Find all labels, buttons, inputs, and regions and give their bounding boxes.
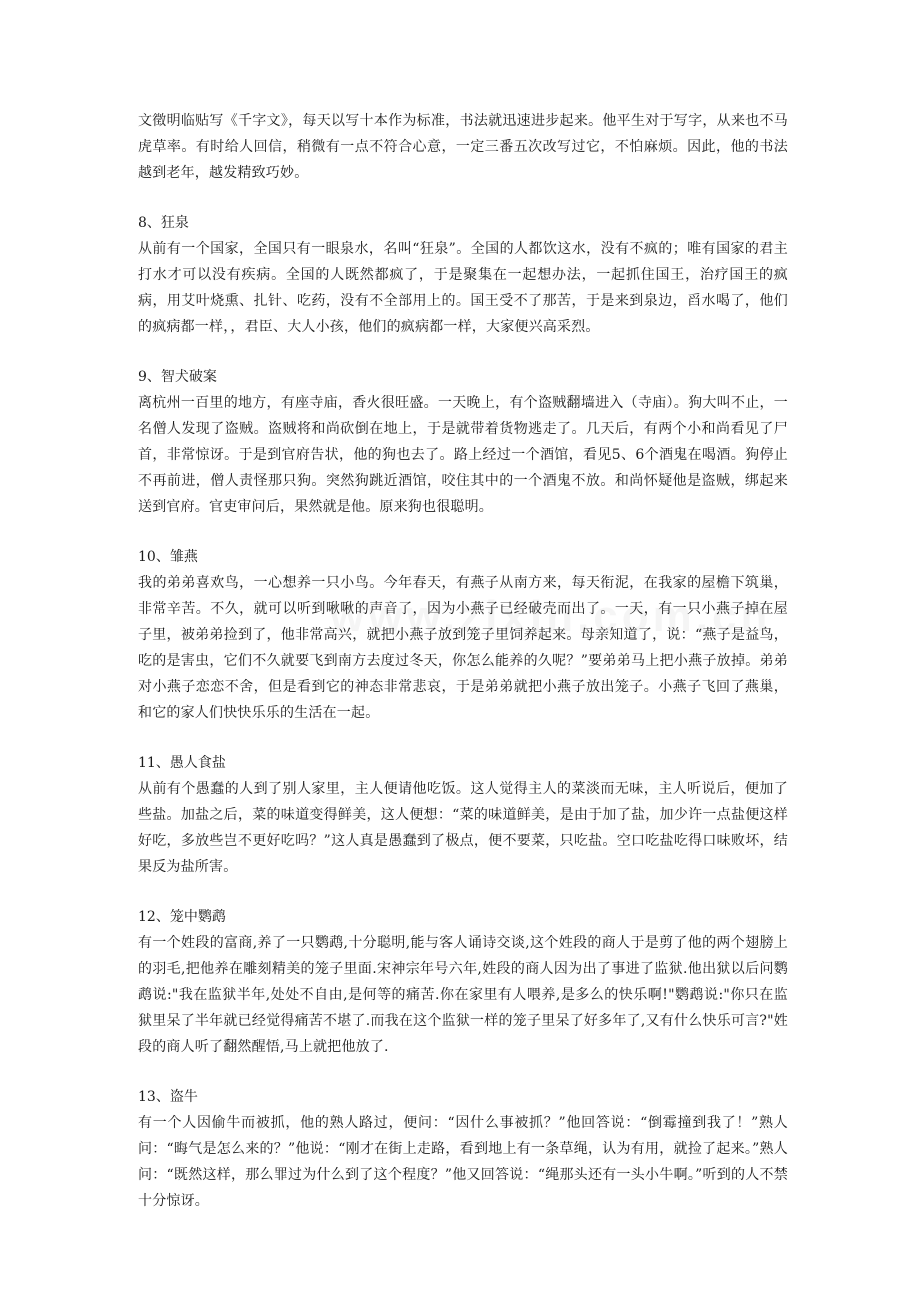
section-title: 9、智犬破案 (138, 369, 217, 385)
section-paragraph: 我的弟弟喜欢鸟，一心想养一只小鸟。今年春天，有燕子从南方来，每天衔泥，在我家的屋檐下筑巢，非常辛苦。不久，就可以听到啾啾的声音了，因为小燕子已经破壳而出了。一天，有一只小燕子掉在屋子里，被弟弟捡到了，他非常高兴，就把小燕子放到笼子里饲养起来。母亲知道了，说：“燕子是益鸟，吃的是害虫，它们不久就要飞到南方去度过冬天，你怎么能养的久呢？”要弟弟马上把小燕子放掉。弟弟对小燕子恋恋不舍，但是看到它的神态非常悲哀，于是弟弟就把小燕子放出笼子。小燕子飞回了燕巢，和它的家人们快快乐乐的生活在一起。 (138, 575, 788, 721)
section-title: 8、狂泉 (138, 215, 189, 231)
document-page (138, 108, 788, 1214)
section-13 (138, 1084, 788, 1214)
section-9 (138, 364, 788, 520)
intro-paragraph: 文徵明临贴写《千字文》，每天以写十本作为标准，书法就迅速进步起来。他平生对于写字，从来也不马虎草率。有时给人回信，稍微有一点不符合心意，一定三番五次改写过它，不怕麻烦。因此，他的书法越到老年，越发精致巧妙。 (138, 113, 788, 181)
section-paragraph: 离杭州一百里的地方，有座寺庙，香火很旺盛。一天晚上，有个盗贼翻墙进入（寺庙）。狗大叫不止，一名僧人发现了盗贼。盗贼将和尚砍倒在地上，于是就带着货物逃走了。几天后，有两个小和尚看见了尸首，非常惊讶。于是到官府告状，他的狗也去了。路上经过一个酒馆，看见5、6个酒鬼在喝酒。狗停止不再前进，僧人责怪那只狗。突然狗跳近酒馆，咬住其中的一个酒鬼不放。和尚怀疑他是盗贼，绑起来送到官府。官吏审问后，果然就是他。原来狗也很聪明。 (138, 395, 788, 515)
section-10 (138, 544, 788, 726)
section-11 (138, 750, 788, 880)
section-title: 11、愚人食盐 (138, 755, 226, 771)
section-paragraph: 从前有个愚蠢的人到了别人家里，主人便请他吃饭。这人觉得主人的菜淡而无味，主人听说后，便加了些盐。加盐之后，菜的味道变得鲜美，这人便想：“菜的味道鲜美，是由于加了盐，加少许一点盐便这样好吃，多放些岂不更好吃吗？”这人真是愚蠢到了极点，便不要菜，只吃盐。空口吃盐吃得口味败坏，结果反为盐所害。 (138, 781, 788, 875)
section-12 (138, 904, 788, 1060)
section-paragraph: 从前有一个国家，全国只有一眼泉水，名叫“狂泉”。全国的人都饮这水，没有不疯的；唯有国家的君主打水才可以没有疾病。全国的人既然都疯了，于是聚集在一起想办法，一起抓住国王，治疗国王的疯病，用艾叶烧熏、扎针、吃药，没有不全部用上的。国王受不了那苦，于是来到泉边，舀水喝了，他们的疯病都一样，，君臣、大人小孩，他们的疯病都一样，大家便兴高采烈。 (138, 241, 788, 335)
section-title: 12、笼中鹦鹉 (138, 909, 226, 925)
section-title: 10、雏燕 (138, 549, 198, 565)
section-paragraph: 有一个姓段的富商,养了一只鹦鹉,十分聪明,能与客人诵诗交谈,这个姓段的商人于是剪了他的两个翅膀上的羽毛,把他养在雕刻精美的笼子里面.宋神宗年号六年,姓段的商人因为出了事进了监狱.他出狱以后问鹦鹉说:"我在监狱半年,处处不自由,是何等的痛苦.你在家里有人喂养,是多么的快乐啊!"鹦鹉说:"你只在监狱里呆了半年就已经觉得痛苦不堪了.而我在这个监狱一样的笼子里呆了好多年了,又有什么快乐可言?"姓段的商人听了翻然醒悟,马上就把他放了. (138, 935, 788, 1055)
section-paragraph: 有一个人因偷牛而被抓，他的熟人路过，便问：“因什么事被抓？”他回答说：“倒霉撞到我了！”熟人问：“晦气是怎么来的？”他说：“刚才在街上走路，看到地上有一条草绳，认为有用，就捡了起来。”熟人问：“既然这样，那么罪过为什么到了这个程度？”他又回答说：“绳那头还有一头小牛啊。”听到的人不禁十分惊讶。 (138, 1115, 788, 1209)
section-8 (138, 210, 788, 340)
section-title: 13、盗牛 (138, 1089, 198, 1105)
